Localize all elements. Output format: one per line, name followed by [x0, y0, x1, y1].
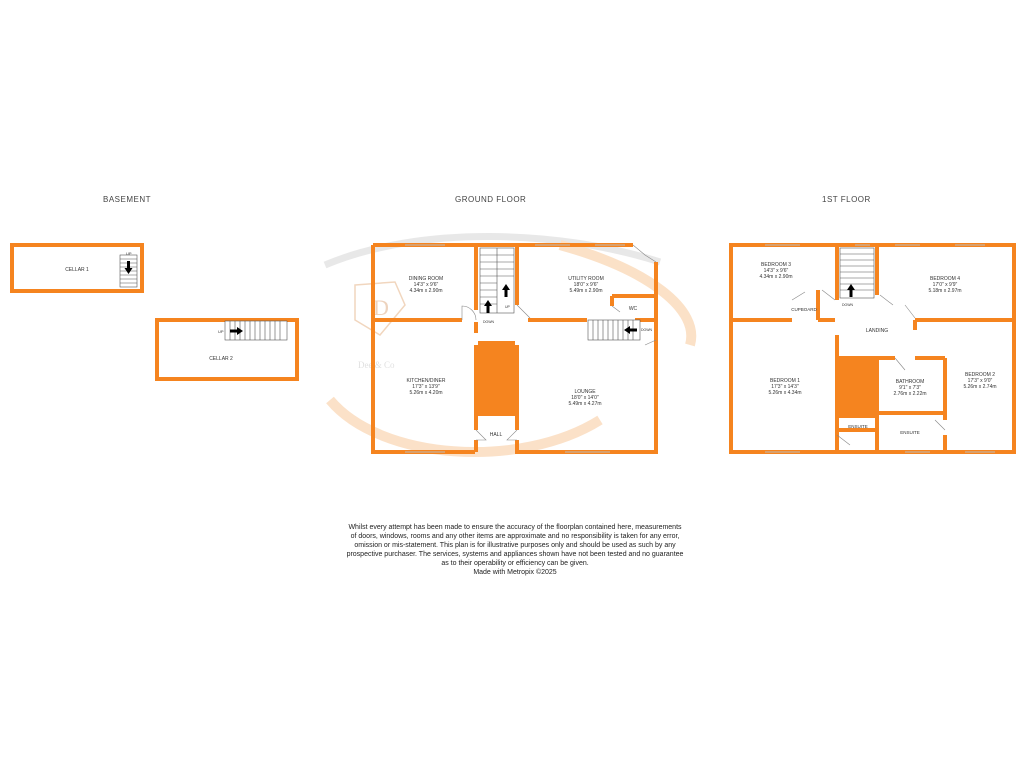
disclaimer-line: Whilst every attempt has been made to ensure the accuracy of the floorplan contained here, measurements	[348, 524, 682, 531]
bedroom-4-label: BEDROOM 4	[929, 276, 961, 282]
lounge-imperial: 18'0" x 14'0"	[571, 395, 599, 401]
utility-room-imperial: 18'0" x 9'6"	[573, 282, 599, 288]
disclaimer-line: as to their operability or efficiency can be given.	[441, 560, 589, 567]
kitchen-diner-imperial: 17'3" x 13'9"	[412, 384, 440, 390]
basement-title: BASEMENT	[103, 195, 152, 204]
bedroom-2-label: BEDROOM 2	[964, 372, 996, 378]
lounge-stairs-down-label: DOWN	[641, 328, 653, 332]
bathroom-imperial: 9'1" x 7'3"	[899, 385, 921, 391]
bedroom-1-label: BEDROOM 1	[769, 378, 801, 384]
ground-stairs-down-label: DOWN	[483, 320, 495, 324]
watermark-letter: D	[373, 295, 389, 320]
disclaimer-line: of doors, windows, rooms and any other items are approximate and no responsibility is taken for any error,	[350, 533, 680, 540]
bedroom-3-imperial: 14'3" x 9'6"	[763, 268, 789, 274]
first-floor-stair-void	[839, 358, 875, 418]
cellar-2-label: CELLAR 2	[209, 356, 233, 362]
ground-floor-labels	[407, 276, 638, 438]
wc-label: WC	[628, 306, 638, 312]
bedroom-2-metric: 5.26m x 2.74m	[963, 384, 997, 390]
lounge-label: LOUNGE	[574, 389, 596, 395]
bedroom-4-imperial: 17'0" x 9'9"	[932, 282, 958, 288]
ground-floor-stairs	[480, 248, 514, 313]
bedroom-1-imperial: 17'3" x 14'3"	[771, 384, 799, 390]
bedroom-4-metric: 5.18m x 2.97m	[928, 288, 962, 294]
disclaimer-credit: Made with Metropix ©2025	[473, 569, 557, 576]
dining-room-metric: 4.34m x 2.90m	[409, 288, 443, 294]
disclaimer	[320, 523, 710, 577]
dining-room-imperial: 14'3" x 9'6"	[413, 282, 439, 288]
bathroom-metric: 2.76m x 2.22m	[893, 391, 927, 397]
stair-void	[478, 341, 515, 416]
first-floor-windows	[765, 245, 995, 452]
bedroom-2-imperial: 17'3" x 9'0"	[967, 378, 993, 384]
ground-floor-title: GROUND FLOOR	[455, 195, 527, 204]
lounge-metric: 5.49m x 4.27m	[568, 401, 602, 407]
kitchen-diner-metric: 5.26m x 4.20m	[409, 390, 443, 396]
bedroom-1-metric: 5.26m x 4.34m	[768, 390, 802, 396]
bedroom-3-metric: 4.34m x 2.90m	[759, 274, 793, 280]
disclaimer-line: prospective purchaser. The services, systems and appliances shown have not been tested and no guarantee	[346, 551, 684, 558]
disclaimer-line: omission or mis-statement. This plan is for illustrative purposes only and should be used as such by any	[354, 542, 676, 549]
first-stairs-down-label: DOWN	[842, 303, 854, 307]
ensuite-1-label: ENSUITE	[848, 424, 868, 429]
hall-label: HALL	[489, 432, 503, 438]
kitchen-diner-label: KITCHEN/DINER	[406, 378, 446, 384]
cellar-2-up-label: UP	[218, 329, 224, 334]
watermark-brand: Dee & Co	[358, 360, 395, 370]
cellar-1-label: CELLAR 1	[65, 267, 89, 273]
bedroom-3-label: BEDROOM 3	[760, 262, 792, 268]
first-floor-title: 1ST FLOOR	[822, 195, 871, 204]
cellar-1-up-label: UP	[126, 251, 132, 256]
ensuite-2-label: ENSUITE	[900, 430, 920, 435]
utility-room-metric: 5.49m x 2.90m	[569, 288, 603, 294]
basement-plan	[12, 245, 297, 379]
landing-label: LANDING	[865, 328, 889, 334]
ground-stairs-up-label: UP	[505, 305, 510, 309]
utility-room-label: UTILITY ROOM	[568, 276, 604, 282]
bathroom-label: BATHROOM	[895, 379, 925, 385]
cupboard-label: CUPBOARD	[791, 307, 817, 312]
dining-room-label: DINING ROOM	[408, 276, 444, 282]
first-floor-stairs	[840, 248, 874, 298]
